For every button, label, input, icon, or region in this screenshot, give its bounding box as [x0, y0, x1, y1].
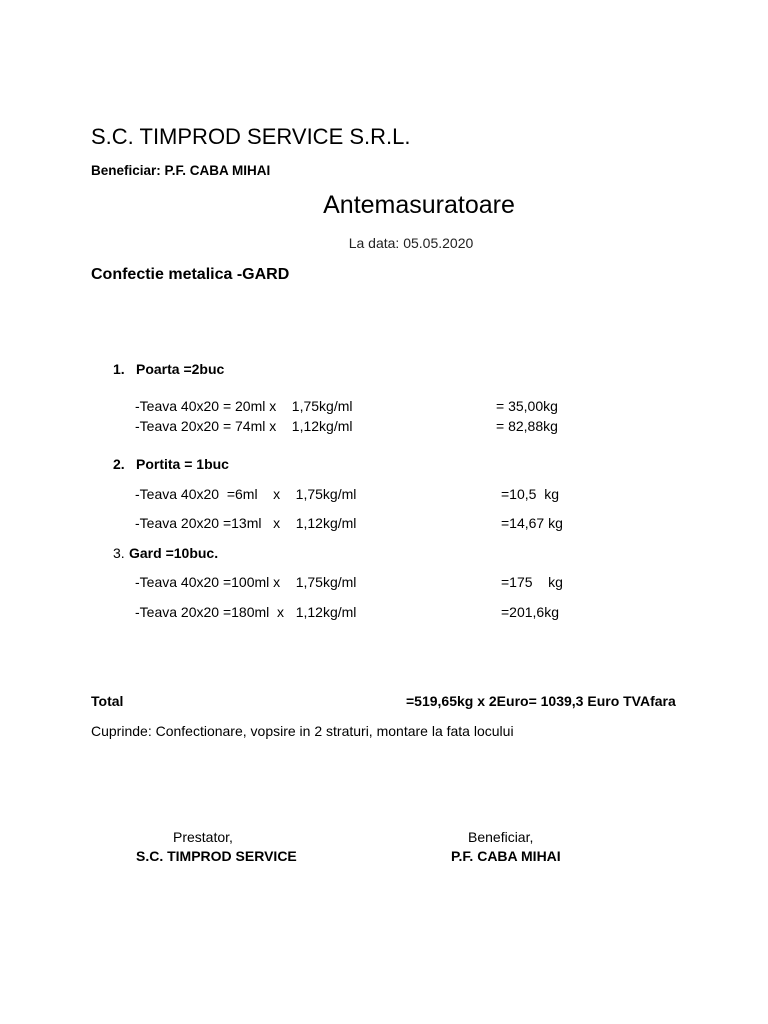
- line-description: -Teava 20x20 =13ml x 1,12kg/ml: [135, 515, 357, 531]
- beneficiary-name: P.F. CABA MIHAI: [451, 848, 561, 864]
- line-result: =14,67 kg: [501, 515, 563, 531]
- section-number: 1.: [113, 361, 125, 377]
- line-result: = 82,88kg: [496, 418, 558, 434]
- section-number: 2.: [113, 456, 125, 472]
- section-label: Gard =10buc.: [129, 545, 219, 561]
- section-label: Poarta =2buc: [136, 361, 225, 377]
- line-description: -Teava 20x20 =180ml x 1,12kg/ml: [135, 604, 357, 620]
- line-description: -Teava 40x20 =100ml x 1,75kg/ml: [135, 574, 357, 590]
- document-subject: Confectie metalica -GARD: [91, 266, 290, 283]
- total-value: =519,65kg x 2Euro= 1039,3 Euro TVAfara: [406, 693, 676, 709]
- scope-note: Cuprinde: Confectionare, vopsire in 2 straturi, montare la fata locului: [91, 723, 514, 739]
- document-title: Antemasuratoare: [323, 191, 515, 219]
- section-number: 3.: [113, 545, 125, 561]
- total-label: Total: [91, 693, 124, 709]
- provider-role: Prestator,: [173, 829, 233, 845]
- line-result: =175 kg: [501, 574, 563, 590]
- company-name: S.C. TIMPROD SERVICE S.R.L.: [91, 124, 411, 149]
- line-description: -Teava 20x20 = 74ml x 1,12kg/ml: [135, 418, 353, 434]
- provider-name: S.C. TIMPROD SERVICE: [136, 848, 297, 864]
- line-result: = 35,00kg: [496, 398, 558, 414]
- line-description: -Teava 40x20 =6ml x 1,75kg/ml: [135, 486, 357, 502]
- line-result: =201,6kg: [501, 604, 559, 620]
- line-description: -Teava 40x20 = 20ml x 1,75kg/ml: [135, 398, 353, 414]
- document-date: La data: 05.05.2020: [348, 235, 474, 251]
- beneficiary-line: Beneficiar: P.F. CABA MIHAI: [91, 163, 271, 178]
- line-result: =10,5 kg: [501, 486, 559, 502]
- beneficiary-role: Beneficiar,: [468, 829, 534, 845]
- section-label: Portita = 1buc: [136, 456, 229, 472]
